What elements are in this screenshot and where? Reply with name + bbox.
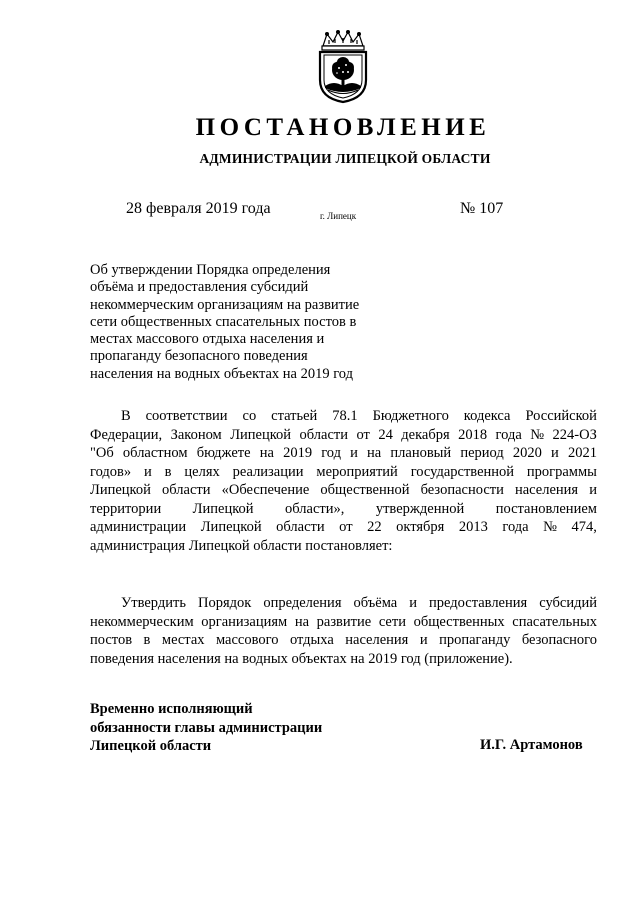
signatory-position <box>90 700 322 756</box>
paragraph-line: территории Липецкой области», утвержденной постановлением <box>90 500 597 517</box>
paragraph-line: некоммерческим организациям на развитие сети общественных спасательных <box>90 613 597 630</box>
subject-line: объёма и предоставления субсидий <box>90 279 309 296</box>
document-subtitle: АДМИНИСТРАЦИИ ЛИПЕЦКОЙ ОБЛАСТИ <box>199 151 491 166</box>
subject-line: местах массового отдыха населения и <box>90 331 325 348</box>
paragraph-line: годов» и в целях реализации мероприятий государственной программы <box>90 463 597 480</box>
paragraph-line: администрация Липецкой области постановляет: <box>90 537 393 554</box>
document-subject <box>90 262 390 383</box>
document-number: № 107 <box>460 200 504 217</box>
subject-line: некоммерческим организациям на развитие <box>90 296 360 313</box>
paragraph-line: "Об областном бюджете на 2019 год и на плановый период 2020 и 2021 <box>90 445 597 461</box>
paragraph-line: Липецкой области «Обеспечение общественной безопасности населения и <box>90 482 597 498</box>
signatory-position-line: Липецкой области <box>90 738 212 754</box>
paragraph-line: администрации Липецкой области от 22 октября 2013 года № 474, <box>90 519 597 535</box>
signatory-position-line: Временно исполняющий <box>90 701 253 717</box>
document-title: ПОСТАНОВЛЕНИЕ <box>195 114 491 141</box>
body-paragraph-preamble <box>90 407 597 555</box>
paragraph-line: Федерации, Законом Липецкой области от 24 декабря 2018 года № 224-ОЗ <box>90 426 597 443</box>
signatory-position-line: обязанности главы администрации <box>90 719 323 736</box>
subject-line: пропаганду безопасного поведения <box>90 348 308 365</box>
subject-line: Об утверждении Порядка определения <box>90 262 331 278</box>
paragraph-line: постов в местах массового отдыха населения и пропаганду безопасного <box>90 632 597 648</box>
document-date: 28 февраля 2019 года <box>126 200 271 217</box>
signatory-name: И.Г. Артамонов <box>480 737 583 753</box>
subject-line: сети общественных спасательных постов в <box>90 313 357 330</box>
subject-line: населения на водных объектах на 2019 год <box>90 365 354 382</box>
paragraph-line: поведения населения на водных объектах на 2019 год (приложение). <box>90 650 513 667</box>
coat-of-arms-emblem <box>315 30 371 104</box>
body-paragraph-resolution <box>90 594 597 668</box>
paragraph-line: В соответствии со статьей 78.1 Бюджетного кодекса Российской <box>121 408 597 424</box>
paragraph-line: Утвердить Порядок определения объёма и предоставления субсидий <box>121 595 597 611</box>
document-city: г. Липецк <box>320 211 357 221</box>
